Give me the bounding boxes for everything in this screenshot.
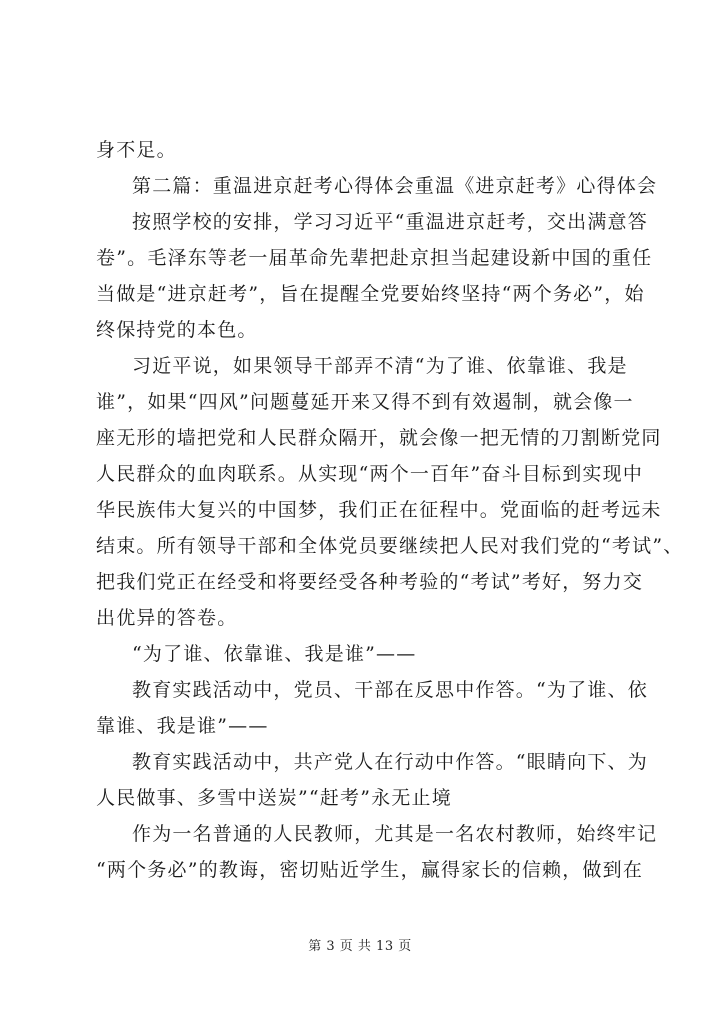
text-line-13: 把我们党正在经受和将要经受各种考验的“考试”考好，努力交 bbox=[96, 571, 644, 593]
text-line-4: 卷”。毛泽东等老一届革命先辈把赴京担当起建设新中国的重任 bbox=[96, 247, 653, 269]
text-line-5: 当做是“进京赶考”，旨在提醒全党要始终坚持“两个务必”，始 bbox=[96, 283, 645, 305]
text-line-20: 作为一名普通的人民教师，尤其是一名农村教师，始终牢记 bbox=[132, 823, 658, 845]
text-line-11: 华民族伟大复兴的中国梦，我们正在征程中。党面临的赶考远未 bbox=[96, 499, 662, 521]
text-line-7: 习近平说，如果领导干部弄不清“为了谁、依靠谁、我是 bbox=[132, 355, 628, 377]
text-line-14: 出优异的答卷。 bbox=[96, 607, 238, 629]
text-line-18: 教育实践活动中，共产党人在行动中作答。“眼睛向下、为 bbox=[132, 751, 648, 773]
text-line-3: 按照学校的安排，学习习近平“重温进京赶考，交出满意答 bbox=[132, 211, 648, 233]
section-heading: 第二篇：重温进京赶考心得体会重温《进京赶考》心得体会 bbox=[132, 175, 658, 197]
text-line-12: 结束。所有领导干部和全体党员要继续把人民对我们党的“考试”、 bbox=[96, 535, 684, 557]
text-line-16: 教育实践活动中，党员、干部在反思中作答。“为了谁、依 bbox=[132, 679, 648, 701]
page-footer: 第 3 页 共 13 页 bbox=[308, 939, 412, 954]
text-line-17: 靠谁、我是谁”—— bbox=[96, 715, 269, 737]
text-line-9: 座无形的墙把党和人民群众隔开，就会像一把无情的刀割断党同 bbox=[96, 427, 662, 449]
text-line-8: 谁”，如果“四风”问题蔓延开来又得不到有效遏制，就会像一 bbox=[96, 391, 634, 413]
text-line-15: “为了谁、依靠谁、我是谁”—— bbox=[132, 643, 417, 665]
text-line-10: 人民群众的血肉联系。从实现“两个一百年”奋斗目标到实现中 bbox=[96, 463, 644, 485]
text-line-1: 身不足。 bbox=[96, 139, 177, 161]
text-line-19: 人民做事、多雪中送炭”“赶考”永无止境 bbox=[96, 787, 452, 809]
text-line-21: “两个务必”的教诲，密切贴近学生，赢得家长的信赖，做到在 bbox=[96, 859, 644, 881]
text-line-6: 终保持党的本色。 bbox=[96, 319, 258, 341]
